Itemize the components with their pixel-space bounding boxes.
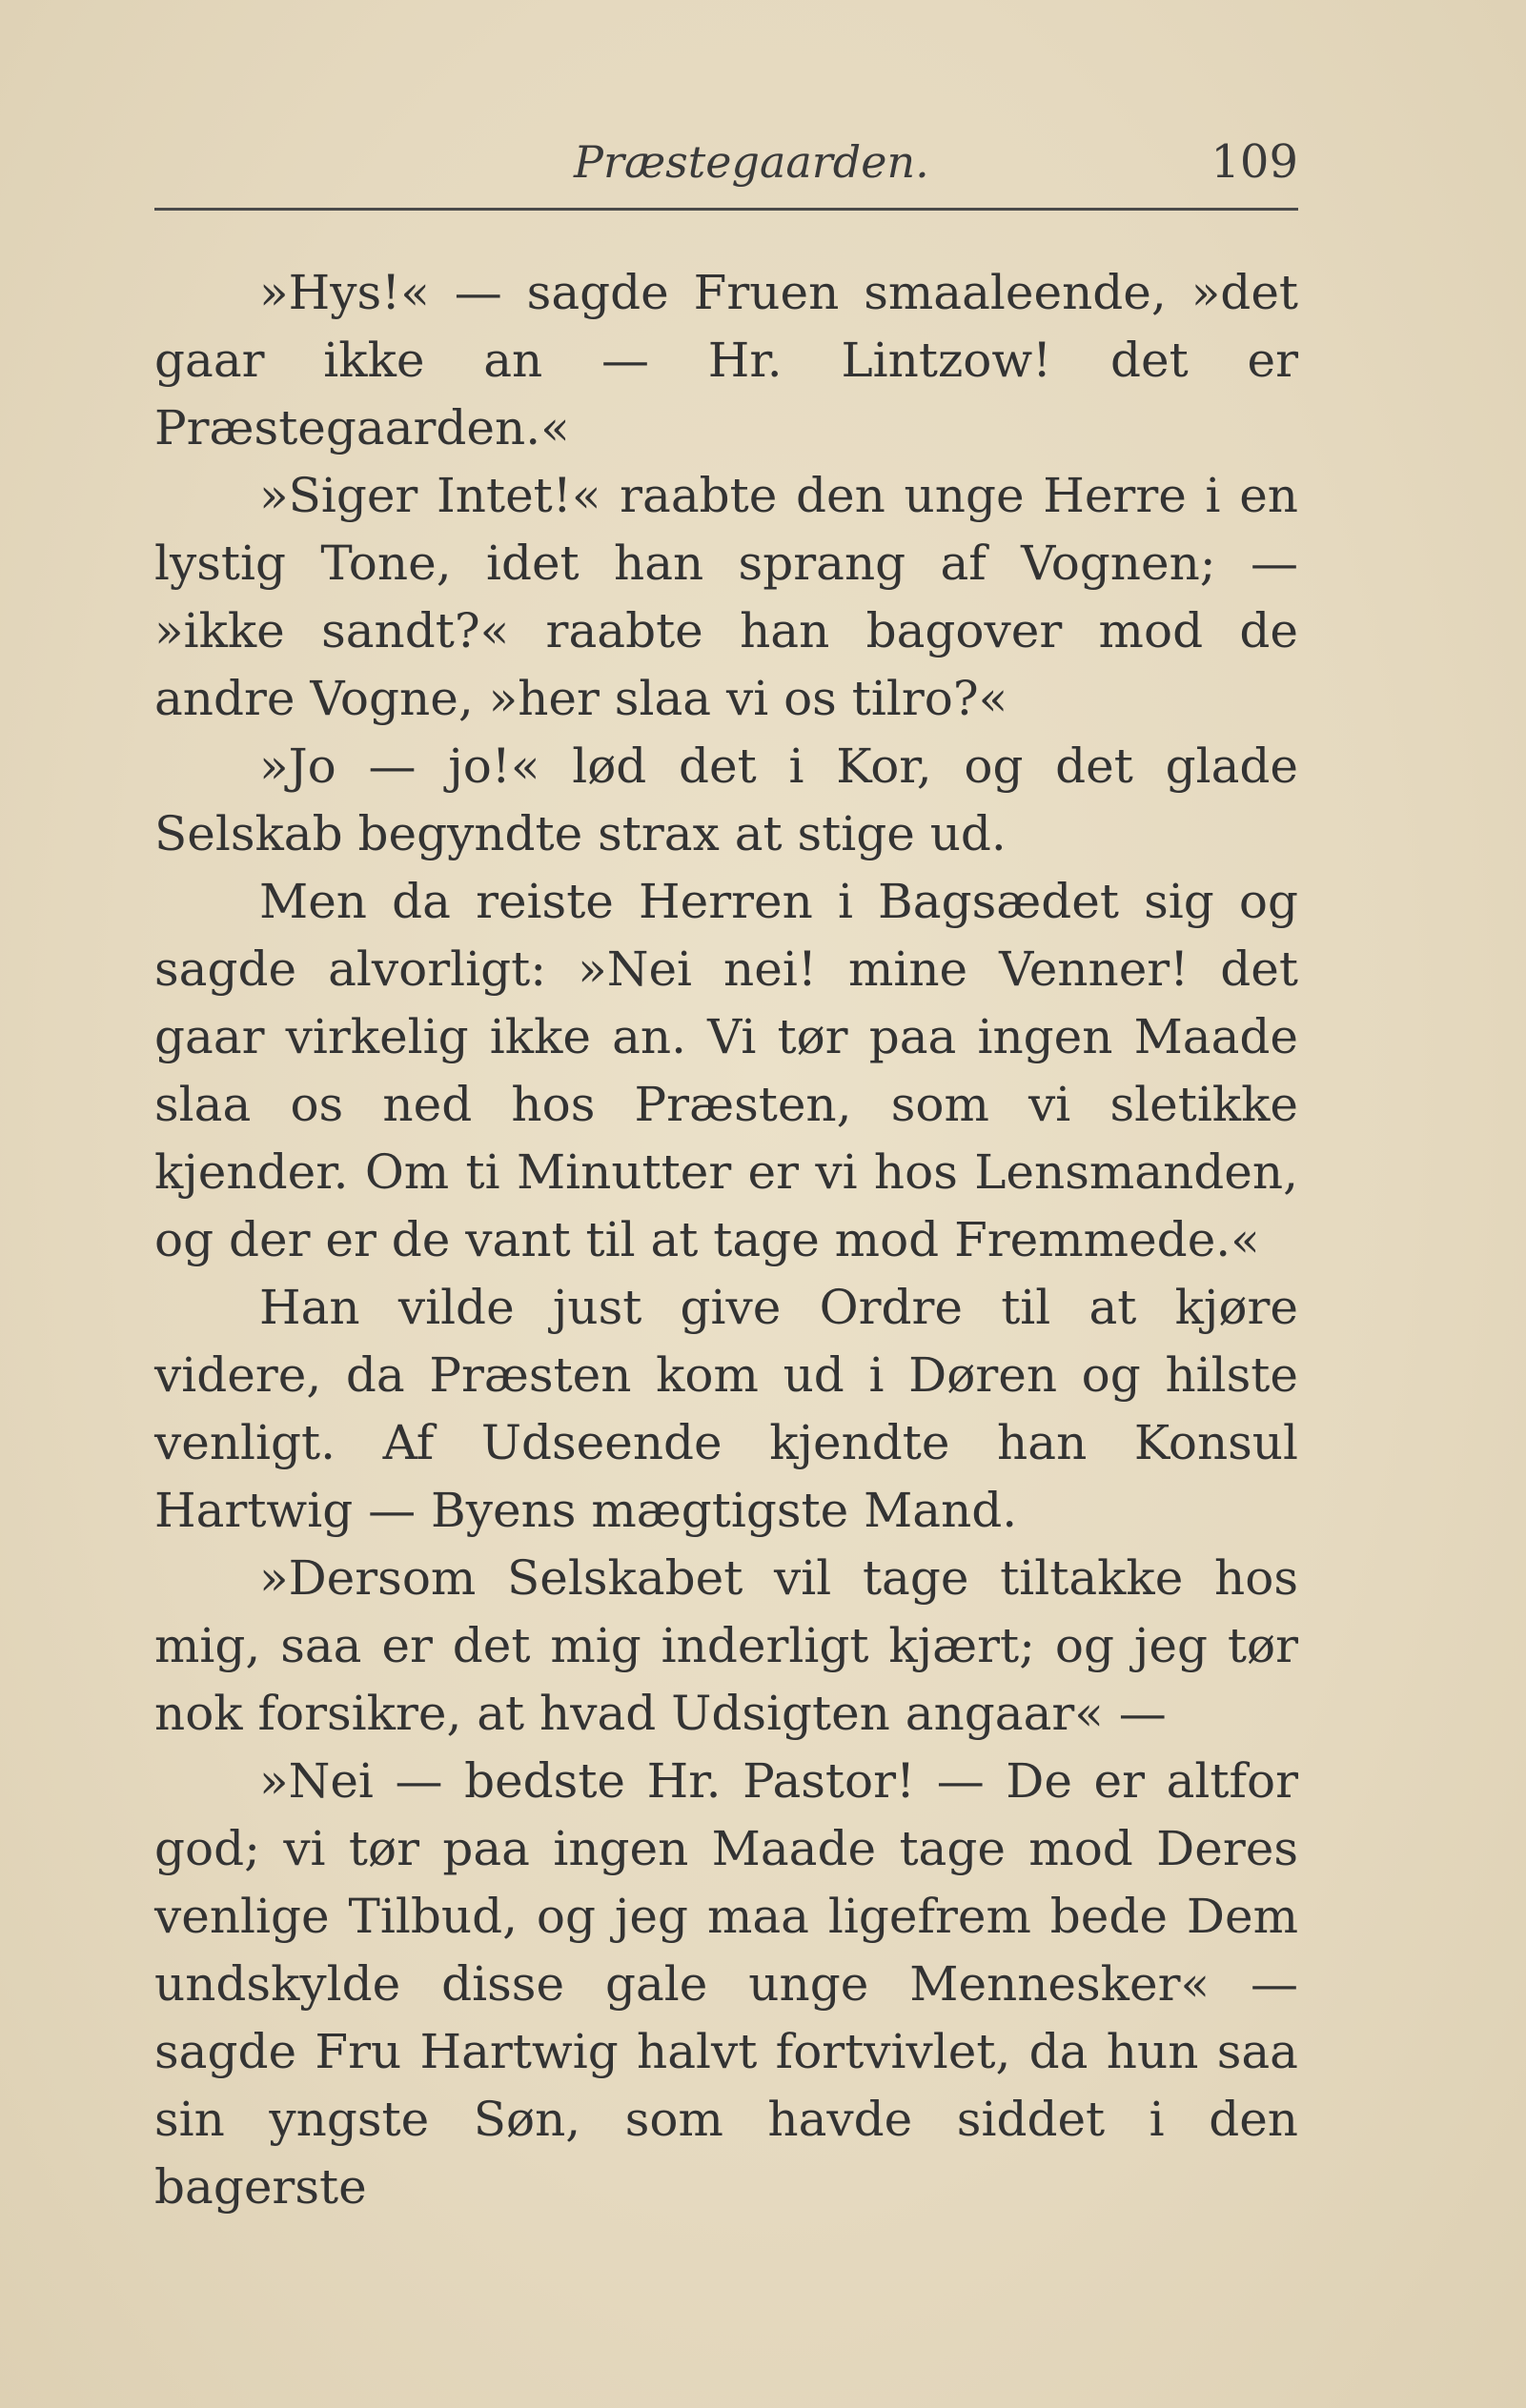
header-rule: [154, 208, 1298, 211]
paragraph: »Nei — bedste Hr. Pastor! — De er altfor god; vi tør paa ingen Maade tage mod Deres venlige Tilbud, og jeg maa ligefrem bede Dem undskylde disse gale unge Mennesker« — sagde Fru Hartwig halvt fortvivlet, da hun saa sin yngste Søn, som havde siddet i den bagerste: [154, 1753, 1298, 2215]
body-text: [154, 259, 1298, 2221]
paragraph: »Siger Intet!« raabte den unge Herre i en lystig Tone, idet han sprang af Vognen; — »ikke sandt?« raabte han bagover mod de andre Vogne, »her slaa vi os tilro?«: [154, 468, 1298, 726]
page-number: 109: [1211, 135, 1298, 189]
running-title: Præstegaarden.: [574, 136, 929, 188]
running-head: [154, 124, 1298, 200]
paragraph: »Hys!« — sagde Fruen smaaleende, »det gaar ikke an — Hr. Lintzow! det er Præstegaarden.«: [154, 265, 1298, 455]
paragraph: Han vilde just give Ordre til at kjøre videre, da Præsten kom ud i Døren og hilste venligt. Af Udseende kjendte han Konsul Hartwig — Byens mægtigste Mand.: [154, 1280, 1298, 1538]
paragraph: »Dersom Selskabet vil tage tiltakke hos mig, saa er det mig inderligt kjært; og jeg tør nok forsikre, at hvad Udsigten angaar« —: [154, 1550, 1298, 1741]
paragraph: Men da reiste Herren i Bagsædet sig og sagde alvorligt: »Nei nei! mine Venner! det gaar virkelig ikke an. Vi tør paa ingen Maade slaa os ned hos Præsten, som vi sletikke kjender. Om ti Minutter er vi hos Lensmanden, og der er de vant til at tage mod Fremmede.«: [154, 874, 1298, 1267]
paragraph: »Jo — jo!« lød det i Kor, og det glade Selskab begyndte strax at stige ud.: [154, 739, 1298, 861]
